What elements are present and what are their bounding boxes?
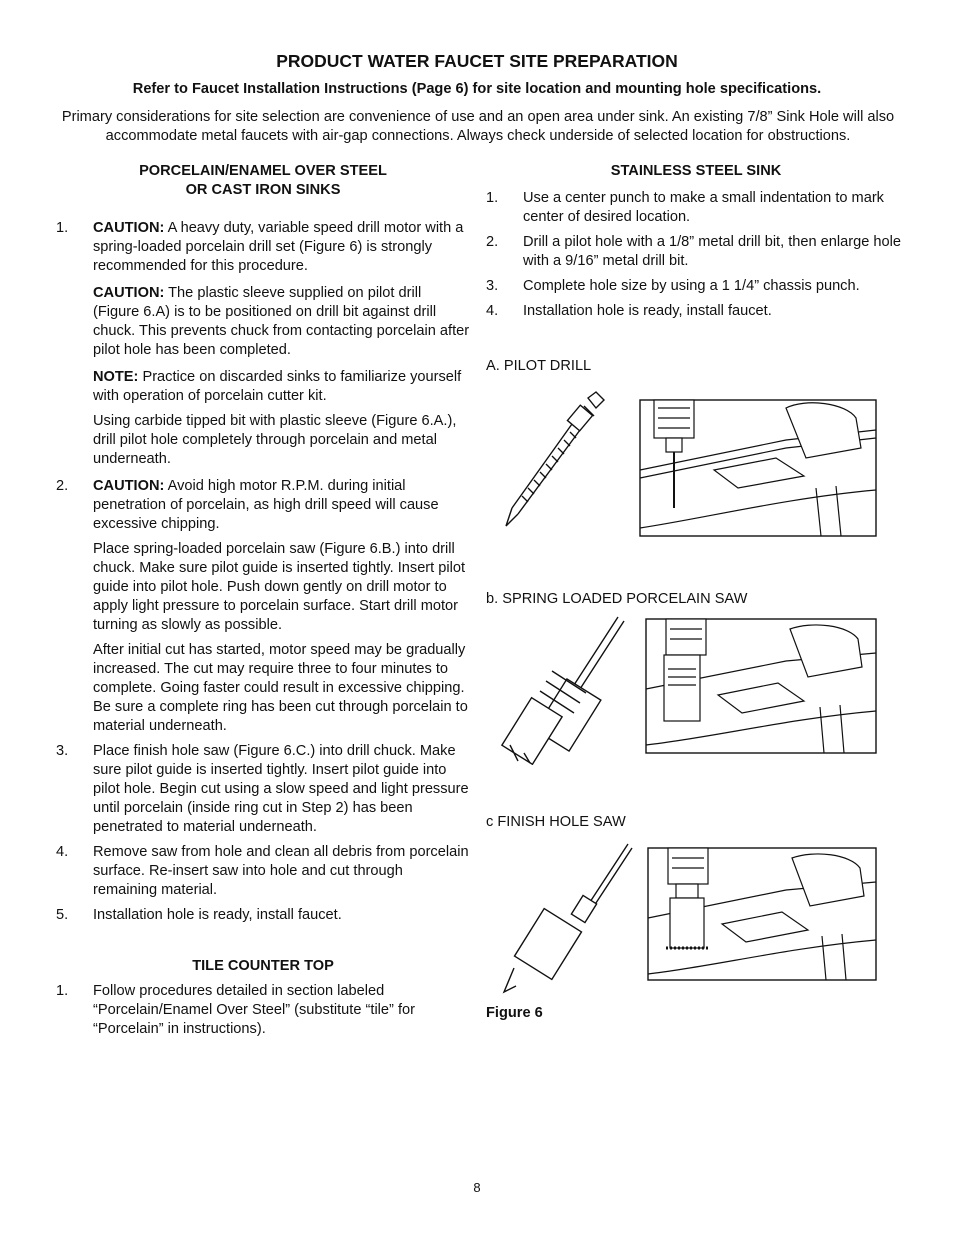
figure-c-label: c FINISH HOLE SAW bbox=[486, 814, 626, 830]
stainless-step-text: Installation hole is ready, install faucet. bbox=[523, 303, 772, 319]
page-number: 8 bbox=[473, 1180, 481, 1195]
porcelain-step-1 bbox=[56, 219, 470, 469]
porcelain-step-3 bbox=[56, 742, 470, 837]
step-number: 4. bbox=[486, 303, 499, 319]
porcelain-heading-line2: OR CAST IRON SINKS bbox=[185, 182, 341, 198]
figure-a bbox=[486, 378, 906, 538]
stainless-step-2 bbox=[486, 233, 906, 271]
stainless-heading: STAINLESS STEEL SINK bbox=[610, 163, 782, 179]
pilot-drill-illustration bbox=[486, 378, 906, 538]
right-column bbox=[486, 162, 906, 1023]
step2-para-2: After initial cut has started, motor speed may be gradually increased. The cut may require three to four minutes to complete. Going faster could result in excessive chipping. Be sure a complete ring has been cut through porcelain to material underneath. bbox=[93, 642, 468, 734]
step1-note bbox=[93, 368, 470, 406]
caution-label: CAUTION: bbox=[93, 220, 165, 236]
caution-text: A heavy duty, variable speed drill motor with a spring-loaded porcelain drill set (Figure 6) is strongly recommended for this procedure. bbox=[93, 220, 464, 274]
stainless-step-3 bbox=[486, 277, 906, 296]
step3-text: Place finish hole saw (Figure 6.C.) into drill chuck. Make sure pilot guide is inserted tightly. Insert pilot guide into pilot hole. Begin cut using a slow speed and light pressure until porcelain (inside ring cut in Step 2) has been penetrated to material underneath. bbox=[93, 743, 469, 835]
page-subtitle: Refer to Faucet Installation Instructions (Page 6) for site location and mounting hole specifications. bbox=[132, 81, 822, 97]
step4-text: Remove saw from hole and clean all debris from porcelain surface. Re-insert saw into hole and cut through remaining material. bbox=[93, 844, 469, 898]
tile-heading: TILE COUNTER TOP bbox=[192, 958, 334, 974]
stainless-step-4 bbox=[486, 302, 906, 321]
figure-caption: Figure 6 bbox=[486, 1005, 543, 1021]
step-number: 3. bbox=[486, 278, 499, 294]
porcelain-step-5 bbox=[56, 906, 470, 925]
figure-b bbox=[486, 615, 906, 765]
stainless-step-text: Use a center punch to make a small indentation to mark center of desired location. bbox=[523, 190, 884, 225]
step-number: 1. bbox=[56, 983, 69, 999]
step1-para: Using carbide tipped bit with plastic sleeve (Figure 6.A.), drill pilot hole completely through porcelain and metal underneath. bbox=[93, 413, 457, 467]
step-number: 2. bbox=[56, 478, 69, 494]
finish-hole-saw-illustration bbox=[486, 842, 906, 1000]
step2-para-1: Place spring-loaded porcelain saw (Figure 6.B.) into drill chuck. Make sure pilot guide is inserted tightly. Insert pilot guide into pilot hole. Push down gently on drill motor to apply light pressure to porcelain surface. Start drill motor turning as slowly as possible. bbox=[93, 541, 466, 633]
stainless-step-1 bbox=[486, 189, 906, 227]
step-number: 4. bbox=[56, 844, 69, 860]
figure-b-label: b. SPRING LOADED PORCELAIN SAW bbox=[486, 591, 748, 607]
stainless-step-text: Drill a pilot hole with a 1/8” metal drill bit, then enlarge hole with a 9/16” metal drill bit. bbox=[523, 234, 902, 269]
porcelain-heading-line1: PORCELAIN/ENAMEL OVER STEEL bbox=[139, 163, 387, 179]
note-text: Practice on discarded sinks to familiarize yourself with operation of porcelain cutter kit. bbox=[93, 369, 462, 404]
step-number: 2. bbox=[486, 234, 499, 250]
step5-text: Installation hole is ready, install faucet. bbox=[93, 907, 342, 923]
tile-step1-text: Follow procedures detailed in section labeled “Porcelain/Enamel Over Steel” (substitute “tile” for “Porcelain” in instructions). bbox=[93, 983, 415, 1037]
porcelain-step-4 bbox=[56, 843, 470, 900]
porcelain-step-2 bbox=[56, 477, 470, 736]
intro-paragraph: Primary considerations for site selection are convenience of use and an open area under sink. An existing 7/8” Sink Hole will also accommodate metal faucets with air-gap connections. Always check underside of selected location for obstructions. bbox=[61, 109, 895, 144]
step-number: 3. bbox=[56, 743, 69, 759]
left-column bbox=[56, 162, 470, 1039]
porcelain-heading bbox=[56, 162, 470, 200]
step1-caution-2 bbox=[93, 284, 470, 360]
caution-text: Avoid high motor R.P.M. during initial penetration of porcelain, as high drill speed will cause excessive chipping. bbox=[93, 478, 439, 532]
step-number: 1. bbox=[486, 190, 499, 206]
caution-text: The plastic sleeve supplied on pilot drill (Figure 6.A) is to be positioned on drill bit against drill chuck. This prevents chuck from contacting porcelain after pilot hole has been completed. bbox=[93, 285, 470, 358]
stainless-step-text: Complete hole size by using a 1 1/4” chassis punch. bbox=[523, 278, 860, 294]
tile-step-1 bbox=[56, 982, 470, 1039]
step-number: 1. bbox=[56, 220, 69, 236]
page-title: PRODUCT WATER FAUCET SITE PREPARATION bbox=[276, 51, 678, 71]
figure-a-label: A. PILOT DRILL bbox=[486, 358, 592, 374]
caution-label: CAUTION: bbox=[93, 478, 165, 494]
caution-label: CAUTION: bbox=[93, 285, 165, 301]
step1-caution bbox=[93, 219, 470, 276]
step-number: 5. bbox=[56, 907, 69, 923]
note-label: NOTE: bbox=[93, 369, 139, 385]
step2-caution bbox=[93, 477, 470, 534]
figure-c bbox=[486, 842, 906, 1000]
porcelain-saw-illustration bbox=[486, 615, 906, 765]
